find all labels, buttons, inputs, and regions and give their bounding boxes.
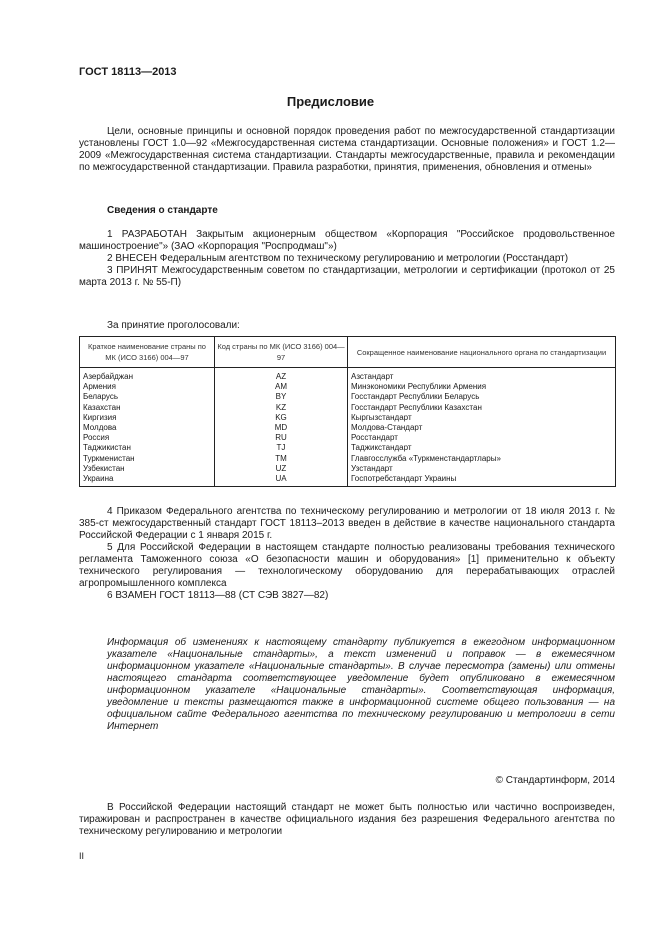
country-cell: Казахстан	[80, 403, 215, 413]
table-row	[80, 433, 616, 443]
table-row	[80, 423, 616, 433]
standards-body-cell: Госпотребстандарт Украины	[348, 474, 616, 487]
section-heading: Сведения о стандарте	[107, 205, 218, 216]
item-developed: 1 РАЗРАБОТАН Закрытым акционерным обществом «Корпорация "Российское продовольственное машиностроение"» (ЗАО «Корпорация "Роспродмаш"»)	[79, 229, 615, 252]
table-row	[80, 464, 616, 474]
standards-body-cell: Росстандарт	[348, 433, 616, 443]
info-notice	[107, 637, 615, 733]
intro-text: Цели, основные принципы и основной порядок проведения работ по межгосударственной стандартизации установлены ГОСТ 1.0—92 «Межгосударственная система стандартизации. Основные положения» и ГОСТ 1.2—2009 «Межгосударственная система стандартизации. Стандарты межгосударственные, правила и рекомендации по межгосударственной стандартизации. Правила разработки, принятия, применения, обновления и отмены»	[79, 126, 615, 173]
code-cell: TM	[215, 454, 348, 464]
page-title: Предисловие	[286, 94, 375, 109]
info-notice-text: Информация об изменениях к настоящему стандарту публикуется в ежегодном информационном указателе «Национальные стандарты», а текст изменений и поправок — в ежемесячном информационном указателе «Национальные стандарты». В случае пересмотра (замены) или отмены настоящего стандарта соответствующее уведомление будет опубликовано в ежемесячном информационном указателе «Национальные стандарты». Соответствующая информация, уведомление и тексты размещаются также в информационной системе общего пользования — на официальном сайте Федерального агентства по техническому регулированию и метрологии в сети Интернет	[107, 637, 615, 732]
country-cell: Беларусь	[80, 392, 215, 402]
table-row	[80, 474, 616, 487]
item-adopted: 3 ПРИНЯТ Межгосударственным советом по стандартизации, метрологии и сертификации (протокол от 25 марта 2013 г. № 55-П)	[79, 265, 615, 288]
header-code: Код страны по МК (ИСО 3166) 004—97	[215, 337, 348, 368]
country-cell: Молдова	[80, 423, 215, 433]
standards-body-cell: Узстандарт	[348, 464, 616, 474]
country-cell: Туркменистан	[80, 454, 215, 464]
standards-body-cell: Таджикстандарт	[348, 443, 616, 453]
table-header-row	[80, 337, 616, 368]
country-cell: Россия	[80, 433, 215, 443]
country-cell: Украина	[80, 474, 215, 487]
standards-body-cell: Минэкономики Республики Армения	[348, 382, 616, 392]
code-cell: UZ	[215, 464, 348, 474]
country-cell: Узбекистан	[80, 464, 215, 474]
code-cell: KG	[215, 413, 348, 423]
standards-body-cell: Госстандарт Республики Беларусь	[348, 392, 616, 402]
footer-notice	[79, 802, 615, 838]
standards-body-cell: Азстандарт	[348, 368, 616, 383]
table-row	[80, 443, 616, 453]
code-cell: RU	[215, 433, 348, 443]
voted-label: За принятие проголосовали:	[107, 320, 240, 331]
country-cell: Армения	[80, 382, 215, 392]
header-country: Краткое наименование страны по МК (ИСО 3166) 004—97	[80, 337, 215, 368]
standards-body-cell: Главгосслужба «Туркменстандартлары»	[348, 454, 616, 464]
copyright: © Стандартинформ, 2014	[495, 775, 615, 786]
intro-paragraph	[79, 126, 615, 174]
code-cell: TJ	[215, 443, 348, 453]
table-row	[80, 392, 616, 402]
item-enacted: 4 Приказом Федерального агентства по техническому регулированию и метрологии от 18 июля 2013 г. № 385-ст межгосударственный стандарт ГОСТ 18113–2013 введен в действие в качестве национального стандарта Российской Федерации с 1 января 2015 г.	[79, 506, 615, 541]
header-body: Сокращенное наименование национального органа по стандартизации	[348, 337, 616, 368]
code-cell: UA	[215, 474, 348, 487]
item-introduced: 2 ВНЕСЕН Федеральным агентством по техническому регулированию и метрологии (Росстандарт)	[107, 253, 569, 264]
standard-number: ГОСТ 18113—2013	[79, 66, 177, 78]
footer-text: В Российской Федерации настоящий стандарт не может быть полностью или частично воспроизведен, тиражирован и распространен в качестве официального издания без разрешения Федерального агентства по техническому регулированию и метрологии	[79, 802, 615, 837]
table-row	[80, 454, 616, 464]
code-cell: BY	[215, 392, 348, 402]
table-row	[80, 382, 616, 392]
table-row	[80, 403, 616, 413]
standard-info-items	[79, 229, 615, 289]
standards-body-cell: Госстандарт Республики Казахстан	[348, 403, 616, 413]
standard-info-items-cont	[79, 506, 615, 602]
standards-body-cell: Кыргызстандарт	[348, 413, 616, 423]
code-cell: KZ	[215, 403, 348, 413]
country-cell: Азербайджан	[80, 368, 215, 383]
table-row	[80, 413, 616, 423]
code-cell: MD	[215, 423, 348, 433]
item-regulation: 5 Для Российской Федерации в настоящем стандарте полностью реализованы требования технического регламента Таможенного союза «О безопасности машин и оборудования» [1] применительно к объекту технического регулирования — технологическому оборудованию для перерабатывающих отраслей агропромышленного комплекса	[79, 542, 615, 589]
table-row	[80, 368, 616, 383]
code-cell: AZ	[215, 368, 348, 383]
standards-body-cell: Молдова-Стандарт	[348, 423, 616, 433]
voting-table	[79, 336, 616, 487]
page-number: II	[79, 851, 85, 861]
country-cell: Таджикистан	[80, 443, 215, 453]
country-cell: Киргизия	[80, 413, 215, 423]
code-cell: AM	[215, 382, 348, 392]
item-replaces: 6 ВЗАМЕН ГОСТ 18113—88 (СТ СЭВ 3827—82)	[107, 590, 329, 601]
